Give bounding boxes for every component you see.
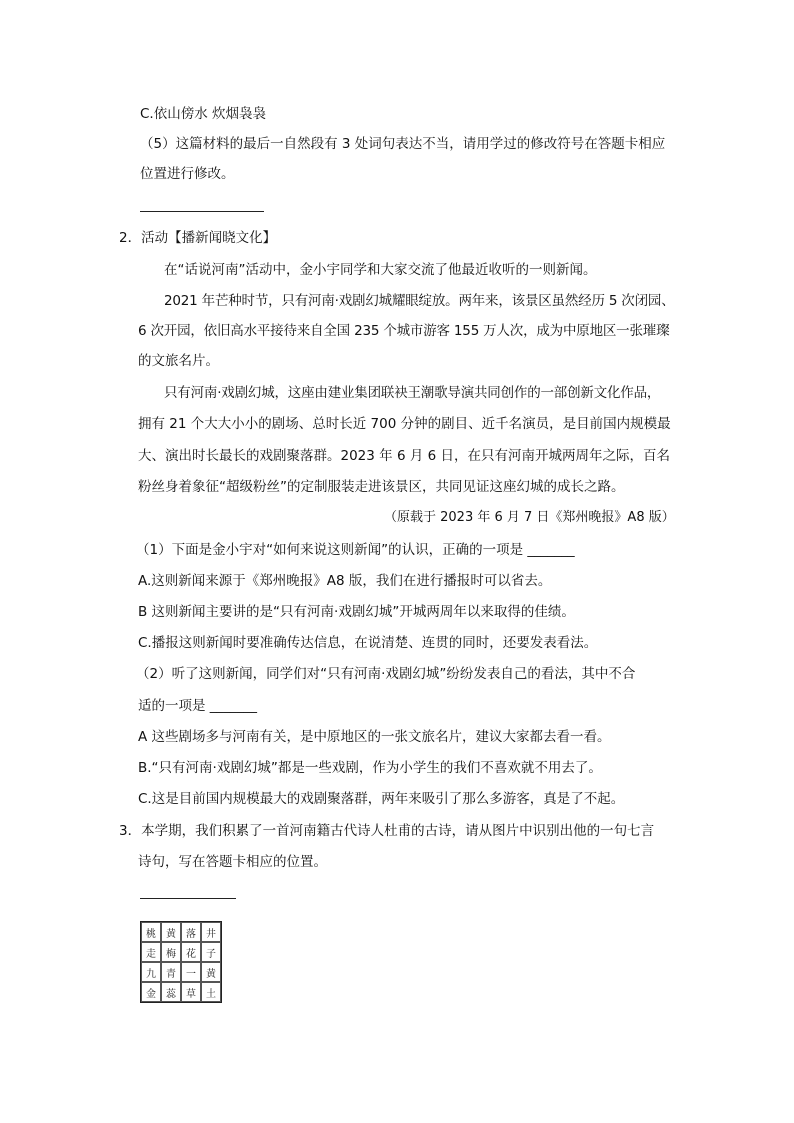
news-paragraph-2-line-3: 大、演出时长最长的戏剧聚落群。2023 年 6 月 6 日，在只有河南开城两周年之际，百名	[138, 448, 670, 464]
intro-paragraph: 在“话说河南”活动中，金小宇同学和大家交流了他最近收听的一则新闻。	[164, 262, 597, 278]
news-paragraph-1-line-3: 的文旅名片。	[138, 353, 219, 369]
line-q5-text-cont: 位置进行修改。	[140, 166, 235, 182]
q2-option-b: B.“只有河南·戏剧幻城”都是一些戏剧，作为小学生的我们不喜欢就不用去了。	[138, 760, 602, 776]
news-paragraph-1-line-1: 2021 年芒种时节，只有河南·戏剧幻城耀眼绽放。两年来，该景区虽然经历 5 次闭园、	[164, 293, 675, 309]
grid-cell: 黄	[161, 922, 181, 942]
grid-cell: 桃	[141, 922, 161, 942]
grid-cell: 金	[141, 982, 161, 1002]
question-1-stem: （1）下面是金小宇对“如何来说这则新闻”的认识，正确的一项是 _______	[136, 542, 575, 558]
grid-cell: 井	[201, 922, 221, 942]
news-paragraph-2-line-1: 只有河南·戏剧幻城，这座由建业集团联袂王潮歌导演共同创作的一部创新文化作品，	[164, 385, 661, 401]
grid-cell: 蕊	[161, 982, 181, 1002]
grid-cell: 黄	[201, 962, 221, 982]
q2-option-a: A 这些剧场多与河南有关，是中原地区的一张文旅名片，建议大家都去看一看。	[138, 729, 611, 745]
news-paragraph-1-line-2: 6 次开园，依旧高水平接待来自全国 235 个城市游客 155 万人次，成为中原地区一张璀璨	[138, 323, 670, 339]
grid-cell: 走	[141, 942, 161, 962]
question-2-stem: （2）听了这则新闻，同学们对“只有河南·戏剧幻城”纷纷发表自己的看法，其中不合	[136, 666, 636, 682]
news-source: （原载于 2023 年 6 月 7 日《郑州晚报》A8 版）	[384, 510, 675, 525]
q1-option-a: A.这则新闻来源于《郑州晚报》A8 版，我们在进行播报时可以省去。	[138, 573, 552, 589]
grid-cell: 花	[181, 942, 201, 962]
grid-cell: 梅	[161, 942, 181, 962]
grid-cell: 落	[181, 922, 201, 942]
news-paragraph-2-line-4: 粉丝身着象征“超级粉丝”的定制服装走进该景区，共同见证这座幻城的成长之路。	[138, 479, 625, 495]
grid-cell: 草	[181, 982, 201, 1002]
news-paragraph-2-line-2: 拥有 21 个大大小小的剧场、总时长近 700 分钟的剧目、近千名演员，是目前国内规模最	[138, 416, 671, 432]
q1-option-c: C.播报这则新闻时要准确传达信息，在说清楚、连贯的同时，还要发表看法。	[138, 635, 598, 651]
answer-blank-line	[140, 898, 236, 899]
answer-blank-line	[140, 211, 264, 212]
line-option-c-idiom: C.依山傍水 炊烟袅袅	[140, 106, 267, 122]
grid-cell: 九	[141, 962, 161, 982]
question-3-heading-cont: 诗句，写在答题卡相应的位置。	[138, 854, 327, 870]
question-3-heading: 3．本学期，我们积累了一首河南籍古代诗人杜甫的古诗，请从图片中识别出他的一句七言	[119, 823, 655, 839]
q1-option-b: B 这则新闻主要讲的是“只有河南·戏剧幻城”开城两周年以来取得的佳绩。	[138, 604, 575, 620]
grid-cell: 土	[201, 982, 221, 1002]
grid-cell: 子	[201, 942, 221, 962]
poem-character-grid	[140, 921, 222, 1003]
q2-option-c: C.这是目前国内规模最大的戏剧聚落群，两年来吸引了那么多游客，真是了不起。	[138, 791, 625, 807]
question-2-stem-cont: 适的一项是 _______	[138, 698, 258, 714]
grid-cell: 一	[181, 962, 201, 982]
question-2-heading: 2．活动【播新闻晓文化】	[119, 230, 277, 246]
grid-cell: 青	[161, 962, 181, 982]
line-q5-text: （5）这篇材料的最后一自然段有 3 处词句表达不当，请用学过的修改符号在答题卡相应	[140, 136, 666, 152]
